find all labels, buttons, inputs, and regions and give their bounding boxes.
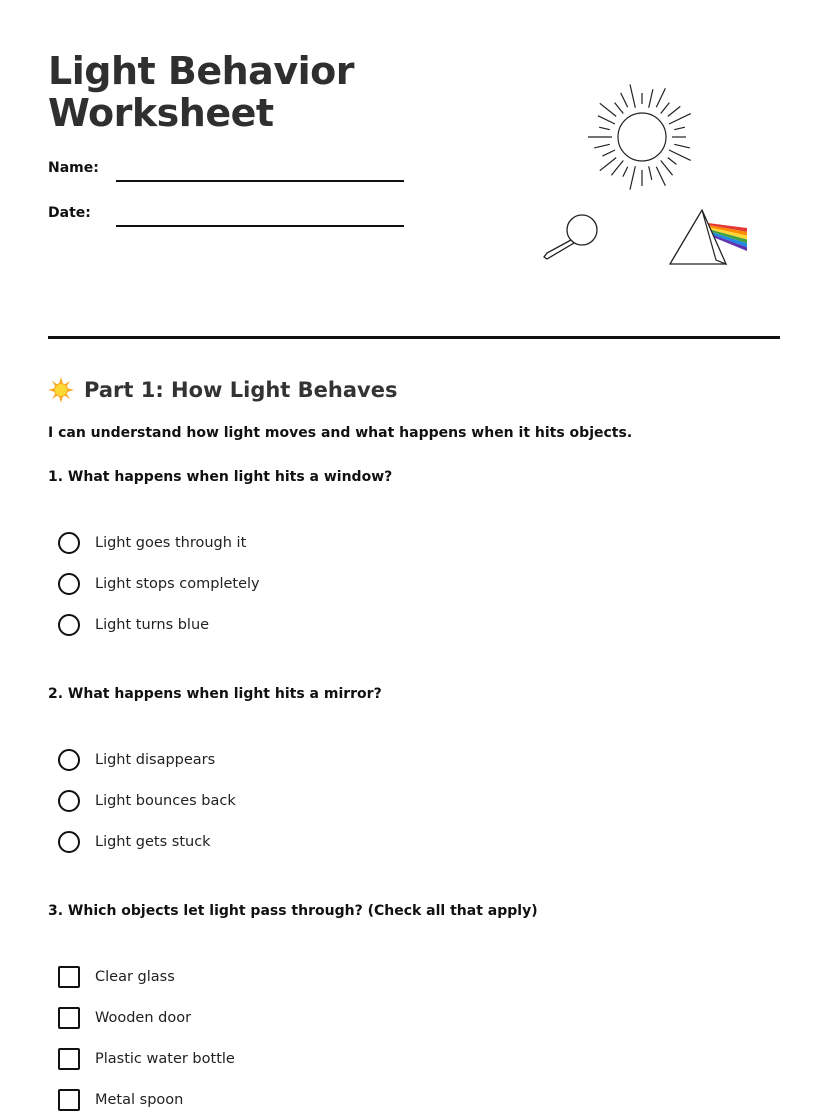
question-2: 2. What happens when light hits a mirror? bbox=[48, 686, 382, 702]
checkbox[interactable] bbox=[58, 1007, 80, 1029]
option-label: Light bounces back bbox=[95, 793, 236, 809]
name-label: Name: bbox=[48, 160, 99, 176]
option-label: Plastic water bottle bbox=[95, 1051, 235, 1067]
sun-icon bbox=[588, 84, 691, 189]
date-write-line[interactable] bbox=[116, 225, 404, 227]
part-1-heading bbox=[48, 374, 397, 406]
name-field[interactable] bbox=[48, 160, 408, 190]
q3-option-2[interactable] bbox=[58, 1005, 191, 1031]
checkbox[interactable] bbox=[58, 1089, 80, 1111]
q3-option-4[interactable] bbox=[58, 1087, 183, 1113]
date-field[interactable] bbox=[48, 205, 408, 235]
q3-option-1[interactable] bbox=[58, 964, 175, 990]
sun-emoji-icon bbox=[48, 377, 74, 403]
radio-button[interactable] bbox=[58, 831, 80, 853]
checkbox[interactable] bbox=[58, 1048, 80, 1070]
question-3: 3. Which objects let light pass through? (Check all that apply) bbox=[48, 903, 538, 919]
question-1: 1. What happens when light hits a window? bbox=[48, 469, 393, 485]
radio-button[interactable] bbox=[58, 532, 80, 554]
q1-option-1[interactable] bbox=[58, 530, 246, 556]
prism-rainbow-icon bbox=[670, 210, 747, 264]
name-write-line[interactable] bbox=[116, 180, 404, 182]
magnifying-glass-icon bbox=[544, 215, 597, 259]
worksheet-title bbox=[48, 50, 468, 134]
q2-option-2[interactable] bbox=[58, 788, 236, 814]
option-label: Metal spoon bbox=[95, 1092, 184, 1108]
option-label: Clear glass bbox=[95, 969, 175, 985]
radio-button[interactable] bbox=[58, 749, 80, 771]
q1-option-2[interactable] bbox=[58, 571, 260, 597]
radio-button[interactable] bbox=[58, 790, 80, 812]
option-label: Light turns blue bbox=[95, 617, 210, 633]
option-label: Light goes through it bbox=[95, 535, 247, 551]
option-label: Light stops completely bbox=[95, 576, 260, 592]
part-1-heading-text: Part 1: How Light Behaves bbox=[84, 378, 398, 402]
option-label: Light disappears bbox=[95, 752, 216, 768]
option-label: Wooden door bbox=[95, 1010, 192, 1026]
title-line-2: Worksheet bbox=[48, 91, 274, 135]
radio-button[interactable] bbox=[58, 573, 80, 595]
learning-goal: I can understand how light moves and what happens when it hits objects. bbox=[48, 425, 633, 441]
title-line-1: Light Behavior bbox=[48, 49, 354, 93]
q2-option-1[interactable] bbox=[58, 747, 215, 773]
checkbox[interactable] bbox=[58, 966, 80, 988]
illustrations bbox=[530, 75, 770, 275]
q3-option-3[interactable] bbox=[58, 1046, 235, 1072]
option-label: Light gets stuck bbox=[95, 834, 211, 850]
q2-option-3[interactable] bbox=[58, 829, 211, 855]
radio-button[interactable] bbox=[58, 614, 80, 636]
q1-option-3[interactable] bbox=[58, 612, 209, 638]
date-label: Date: bbox=[48, 205, 91, 221]
section-divider bbox=[48, 336, 780, 339]
